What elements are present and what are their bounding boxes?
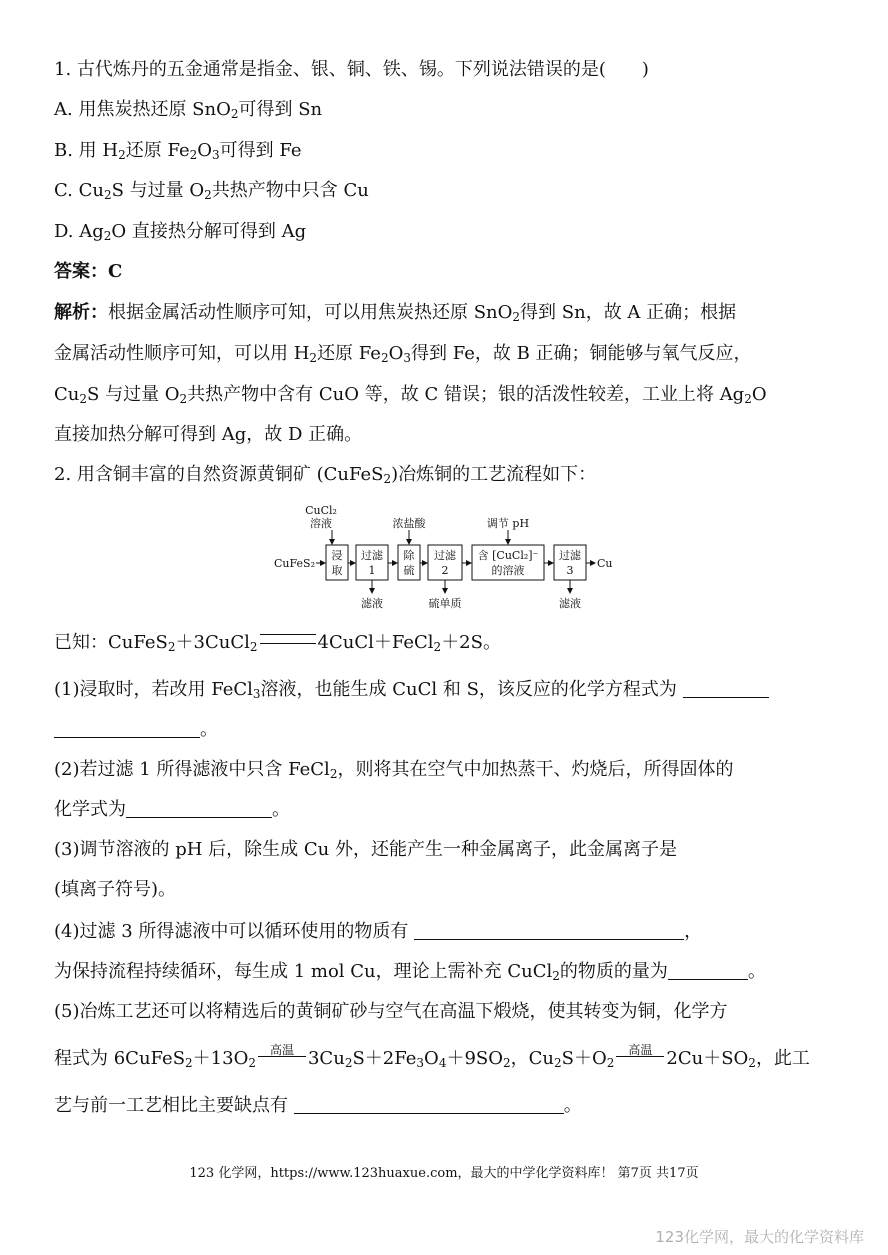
q2-part1-line2: 。 <box>54 718 218 742</box>
process-flow-diagram <box>270 500 630 618</box>
flow-box2-text-a: 过滤 <box>361 549 383 562</box>
q2-part5-line3: 艺与前一工艺相比主要缺点有 。 <box>54 1095 582 1116</box>
flow-box1-text-b: 取 <box>331 564 343 577</box>
flow-output3-label: 滤液 <box>559 597 581 610</box>
flow-end-label: Cu <box>597 557 613 570</box>
q2-stem: 2. 用含铜丰富的自然资源黄铜矿 (CuFeS$_2$)冶炼铜的工艺流程如下： <box>54 464 597 486</box>
flow-start-label: CuFeS₂ <box>274 557 315 570</box>
answer-blank-5[interactable] <box>294 1095 564 1114</box>
q1-analysis-line3: $Cu_2S$ 与过量 $O_2$共热产物中含有 CuO 等，故 C 错误；银的活泼性较差，工业上将 $Ag_2O$ <box>54 384 767 406</box>
high-temp-arrow-icon: 高温 <box>256 1046 308 1066</box>
answer-blank-4a[interactable] <box>414 921 684 940</box>
q1-analysis-line2: 金属活动性顺序可知，可以用 $H_2$还原 $Fe_2O_3$得到 Fe，故 B 正确；铜能够与氧气反应， <box>54 343 752 365</box>
flow-cucl2-label: CuCl₂ <box>305 504 337 517</box>
q2-part4-line2: 为保持流程持续循环，每生成 1 mol Cu，理论上需补充 CuCl$_2$的物质的量为 。 <box>54 961 766 983</box>
flow-box5-text-b: 的溶液 <box>491 564 525 577</box>
q1-analysis-line4: 直接加热分解可得到 Ag，故 D 正确。 <box>54 424 363 445</box>
q1-option-d: D. $Ag_2O$ 直接热分解可得到 Ag <box>54 221 307 243</box>
q2-part2-line2: 化学式为 。 <box>54 799 290 820</box>
q2-known-reaction: 已知：CuFeS$_2$＋3CuCl$_2$ 4CuCl＋FeCl$_2$＋2S。 <box>54 632 501 654</box>
answer-blank-1b[interactable] <box>54 719 200 738</box>
flow-cucl2-solution-label: 溶液 <box>310 517 332 530</box>
q2-part1-line1: (1)浸取时，若改用 FeCl$_3$溶液，也能生成 CuCl 和 S，该反应的化学方程式为 <box>54 678 769 702</box>
flow-box4-text-b: 2 <box>441 564 449 577</box>
flow-hcl-label: 浓盐酸 <box>392 517 426 530</box>
flow-box3-text-b: 硫 <box>403 564 415 577</box>
flow-box4-text-a: 过滤 <box>434 549 456 562</box>
flow-ph-label: 调节 pH <box>486 517 530 530</box>
answer-blank-1a[interactable] <box>683 679 769 698</box>
q1-answer: 答案：C <box>54 261 123 282</box>
flow-box1-text-a: 浸 <box>331 549 343 562</box>
q1-analysis-line1: 解析：根据金属活动性顺序可知，可以用焦炭热还原 SnO$_2$得到 Sn，故 A 正确；根据 <box>54 302 737 324</box>
flow-box2-text-b: 1 <box>368 564 376 577</box>
answer-blank-2[interactable] <box>126 799 272 818</box>
q2-part5-line1: (5)冶炼工艺还可以将精选后的黄铜矿砂与空气在高温下煅烧，使其转变为铜，化学方 <box>54 1001 728 1022</box>
flow-box6-text-b: 3 <box>566 564 574 577</box>
q2-part4-line1: (4)过滤 3 所得滤液中可以循环使用的物质有 ， <box>54 921 703 942</box>
watermark: 123化学网，最大的化学资料库 <box>655 1228 864 1246</box>
q1-option-a: A. 用焦炭热还原 SnO$_2$可得到 Sn <box>54 99 323 121</box>
q1-option-b: B. 用 $H_2$还原 $Fe_2O_3$可得到 Fe <box>54 140 302 162</box>
q1-option-c: C. $Cu_2S$ 与过量 $O_2$共热产物中只含 Cu <box>54 180 369 202</box>
q2-part2-line1: (2)若过滤 1 所得滤液中只含 FeCl$_2$，则将其在空气中加热蒸干、灼烧后，所得固体的 <box>54 759 734 781</box>
flow-box6-text-a: 过滤 <box>559 549 581 562</box>
flow-output1-label: 滤液 <box>361 597 383 610</box>
q1-stem: 1. 古代炼丹的五金通常是指金、银、铜、铁、锡。下列说法错误的是( ) <box>54 59 649 80</box>
flow-box5-text-a: 含 [CuCl₂]⁻ <box>477 549 539 562</box>
equals-sign-icon <box>260 634 316 644</box>
page-footer: 123 化学网，https://www.123huaxue.com，最大的中学化学资料库！ 第7页 共17页 <box>189 1166 699 1181</box>
high-temp-arrow-icon: 高温 <box>614 1046 666 1066</box>
q2-part3-line2: (填离子符号)。 <box>54 879 177 900</box>
q2-part5-line2: 程式为 $6CuFeS_2+13O_2$ 高温 $3Cu_2S+2Fe_3O_4+9SO_2$，$Cu_2S+O_2$ 高温 $2Cu+SO_2$，此工 <box>54 1043 810 1070</box>
flow-box3-text-a: 除 <box>403 549 415 562</box>
answer-blank-4b[interactable] <box>668 961 748 980</box>
q2-part3-line1: (3)调节溶液的 pH 后，除生成 Cu 外，还能产生一种金属离子，此金属离子是 <box>54 839 677 860</box>
flow-output2-label: 硫单质 <box>428 597 462 610</box>
